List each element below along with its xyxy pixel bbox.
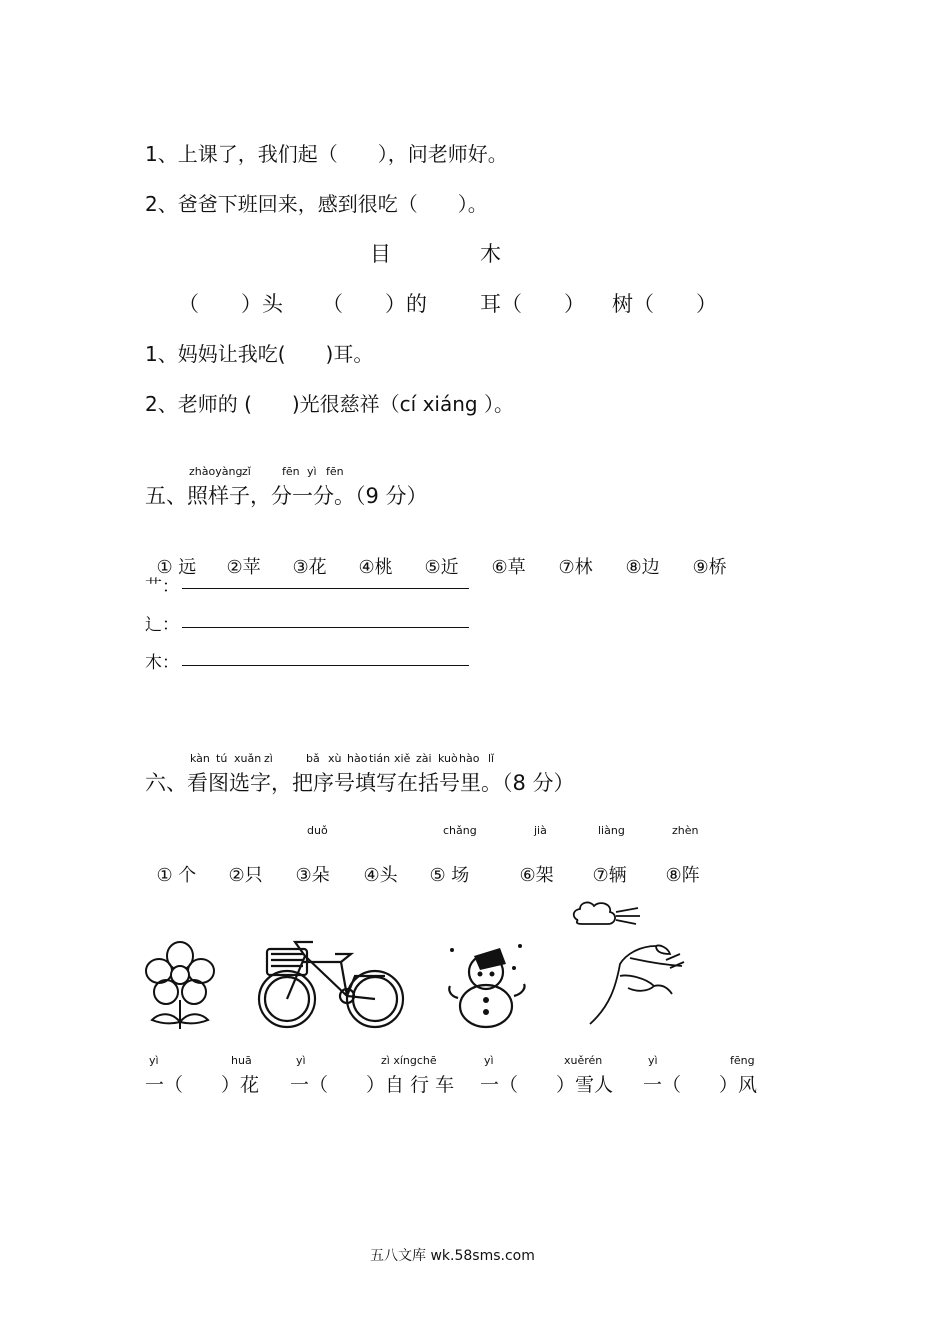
- pinyin: chǎng: [443, 824, 477, 837]
- wind-icon: [570, 896, 690, 1028]
- section-5-title: 五、照样子，分一分。（9 分）: [145, 484, 428, 508]
- pinyin: lǐ: [488, 752, 495, 765]
- pinyin: tú: [216, 752, 228, 765]
- option: ⑧边: [625, 557, 660, 578]
- section-6-title: 六、看图选字，把序号填写在括号里。（8 分）: [145, 771, 575, 795]
- pinyin: xù: [328, 752, 342, 765]
- question-4: 2、老师的 ( )光很慈祥（cí xiáng ）。: [145, 392, 514, 416]
- category-grass: 艹：: [145, 577, 179, 597]
- answer-wind: 一（ ）风: [643, 1074, 758, 1096]
- pinyin: hào: [459, 752, 480, 765]
- option: ⑦林: [558, 557, 593, 578]
- pinyin: kàn: [190, 752, 210, 765]
- pinyin: hào: [347, 752, 368, 765]
- option: ⑥架: [519, 865, 554, 886]
- pinyin: yì: [296, 1054, 306, 1067]
- bicycle-icon: [255, 936, 407, 1034]
- pinyin: xiě: [394, 752, 411, 765]
- option: ⑥草: [491, 557, 526, 578]
- pinyin: kuò: [438, 752, 458, 765]
- option: ④头: [363, 865, 398, 886]
- pinyin: yì: [149, 1054, 159, 1067]
- answer-snowman: 一（ ）雪人: [480, 1074, 614, 1096]
- question-1: 1、上课了，我们起（ ），问老师好。: [145, 142, 508, 166]
- option: ③朵: [295, 865, 330, 886]
- snowman-icon: [444, 938, 532, 1030]
- blank-shu: 树（ ）: [612, 292, 717, 316]
- pinyin: fēn: [326, 465, 344, 478]
- pinyin: tián: [369, 752, 391, 765]
- answer-line-grass[interactable]: [182, 588, 469, 589]
- pinyin: duǒ: [307, 824, 328, 837]
- answer-bicycle: 一（ ）自 行 车: [290, 1074, 455, 1096]
- category-walk: 辶：: [145, 615, 179, 635]
- pinyin: jià: [534, 824, 547, 837]
- answer-flower: 一（ ）花: [145, 1074, 260, 1096]
- pinyin: zhàoyàng: [189, 465, 243, 478]
- blank-er: 耳（ ）: [480, 292, 585, 316]
- option: ① 远: [156, 557, 197, 578]
- choice-eye-character: 目: [370, 242, 391, 266]
- pinyin: xuǎn: [234, 752, 262, 765]
- option: ⑧阵: [665, 865, 700, 886]
- answer-line-wood[interactable]: [182, 665, 469, 666]
- pinyin: zǐ: [242, 465, 251, 478]
- pinyin: yì: [484, 1054, 494, 1067]
- pinyin: yì: [648, 1054, 658, 1067]
- blank-de: （ ）的: [322, 292, 427, 316]
- option: ②只: [228, 865, 263, 886]
- option: ⑤近: [424, 557, 459, 578]
- pinyin: zì xíngchē: [381, 1054, 437, 1067]
- category-wood: 木：: [145, 653, 179, 673]
- pinyin: fēng: [730, 1054, 755, 1067]
- pinyin: zài: [416, 752, 432, 765]
- option: ⑦辆: [592, 865, 627, 886]
- footer-watermark: 五八文库 wk.58sms.com: [370, 1248, 535, 1264]
- option-list: [145, 840, 700, 887]
- pinyin: zhèn: [672, 824, 699, 837]
- flower-icon: [144, 938, 216, 1032]
- option: ⑨桥: [692, 557, 727, 578]
- option: ① 个: [156, 865, 197, 886]
- option: ②苹: [226, 557, 261, 578]
- option-list: [145, 532, 727, 579]
- pinyin: zì: [264, 752, 273, 765]
- pinyin: fēn: [282, 465, 300, 478]
- question-3: 1、妈妈让我吃( )耳。: [145, 342, 374, 366]
- pinyin: huā: [231, 1054, 252, 1067]
- answer-line-walk[interactable]: [182, 627, 469, 628]
- option: ⑤ 场: [429, 865, 470, 886]
- pinyin: bǎ: [306, 752, 320, 765]
- pinyin: liàng: [598, 824, 625, 837]
- question-2: 2、爸爸下班回来，感到很吃（ ）。: [145, 192, 488, 216]
- pinyin: yì: [307, 465, 317, 478]
- option: ③花: [292, 557, 327, 578]
- option: ④桃: [358, 557, 393, 578]
- blank-tou: （ ）头: [178, 292, 283, 316]
- choice-wood-character: 木: [480, 242, 501, 266]
- pinyin: xuěrén: [564, 1054, 603, 1067]
